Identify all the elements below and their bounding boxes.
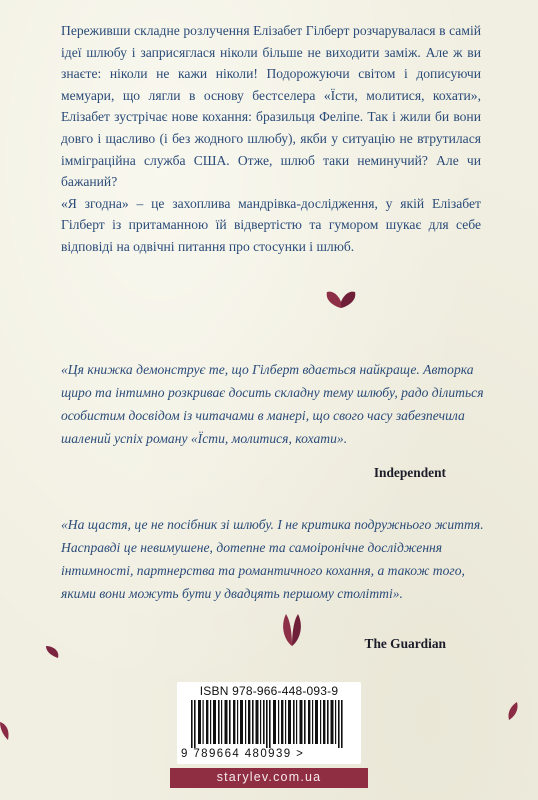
- review-source-independent: Independent: [373, 465, 446, 480]
- petal-icon: [0, 720, 12, 742]
- petal-icon: [44, 644, 62, 660]
- petal-icon: [323, 288, 359, 310]
- barcode-icon: [191, 700, 349, 748]
- petal-icon: [505, 700, 519, 722]
- website-url: starylev.com.ua: [216, 770, 322, 784]
- petal-icon: [278, 610, 306, 648]
- blurb: [61, 20, 481, 258]
- blurb-paragraph-1: Переживши складне розлучення Елізабет Гілберт розчарувалася в самій ідеї шлюбу і заприсяглася ніколи більше не виходити заміж. Але ж ви знаєте: ніколи не кажи ніколи! Подорожуючи світом і дописуючи мемуари, що лягли в основу бестселера «Їсти, молитися, кохати», Елізабет зустрічає нове кохання: бразильця Феліпе. Так і жили би вони довго і щасливо (і без жодного шлюбу), якби у ситуацію не втрутилася імміграційна служба США. Отже, шлюб таки неминучий? Але чи бажаний?: [61, 23, 481, 190]
- barcode-digits: 9 789664 480939 >: [181, 748, 305, 760]
- barcode: [177, 682, 361, 764]
- review-quote-independent: «Ця книжка демонструє те, що Гілберт вдається найкраще. Авторка щиро та інтимно розкриває досить складну тему шлюбу, радо ділиться особистим досвідом із читачами в манері, що свого часу забезпечила шалений успіх роману «Їсти, молитися, кохати».: [61, 362, 484, 446]
- review-source-guardian: The Guardian: [364, 636, 446, 651]
- isbn-label: ISBN 978-966-448-093-9: [199, 684, 339, 698]
- blurb-paragraph-2: «Я згодна» – це захоплива мандрівка-дослідження, у якій Елізабет Гілберт із притаманною їй відвертістю та гумором шукає для себе відповіді на одвічні питання про стосунки і шлюб.: [61, 195, 481, 254]
- website-banner: [170, 768, 368, 788]
- review-quote-guardian: «На щастя, це не посібник зі шлюбу. І не критика подружнього життя. Насправді це невимушене, дотепне та самоіронічне дослідження інтимності, партнерства та романтичного кохання, а також того, якими вони можуть бути у двадцять першому столітті».: [61, 517, 484, 601]
